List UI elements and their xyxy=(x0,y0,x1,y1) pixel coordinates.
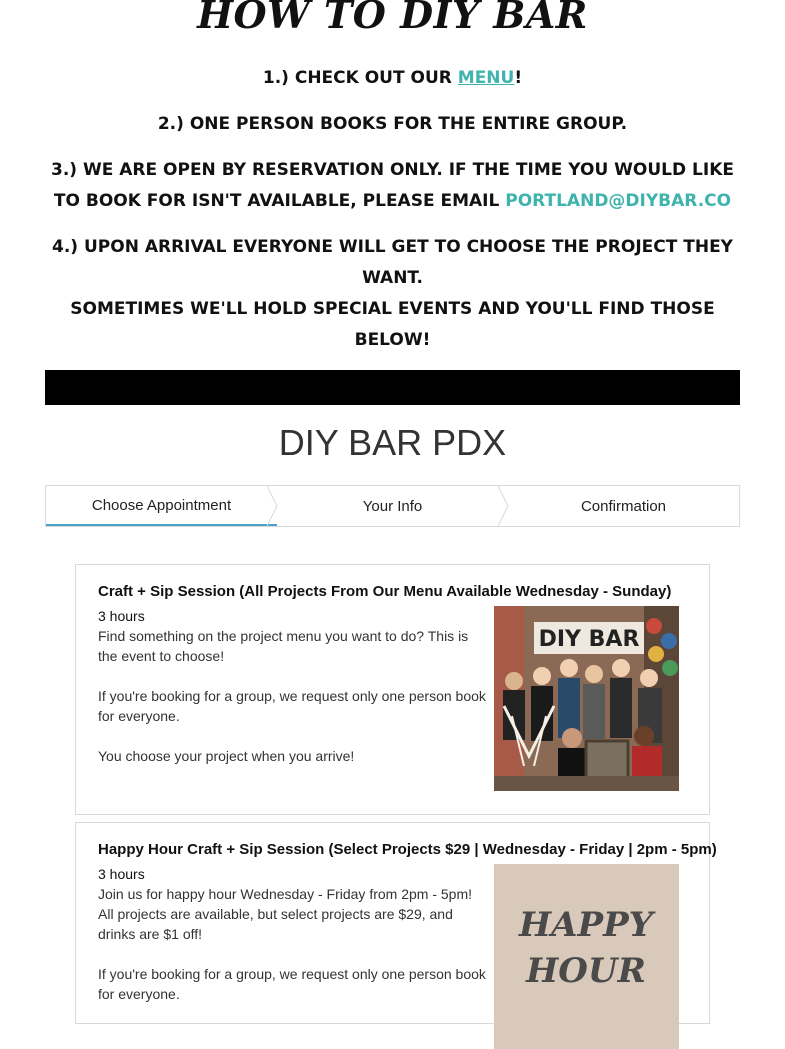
happy-hour-graphic xyxy=(494,864,679,1049)
tab-label: Choose Appointment xyxy=(91,496,232,514)
appointment-description xyxy=(98,884,490,1024)
booking-steps xyxy=(45,485,740,527)
chevron-divider-icon xyxy=(498,486,518,526)
description-paragraph: You choose your project when you arrive! xyxy=(98,748,355,764)
business-name: DIY BAR PDX xyxy=(278,422,507,463)
tab-label: Your Info xyxy=(362,497,423,515)
description-paragraph: Find something on the project menu you want to do? This is the event to choose! xyxy=(98,628,469,664)
scheduler-header-bar xyxy=(45,370,740,405)
step-3-text: 3.) WE ARE OPEN BY RESERVATION ONLY. IF THE TIME YOU WOULD LIKE TO BOOK FOR ISN'T AVAILABLE, PLEASE EMAIL xyxy=(51,160,734,211)
description-paragraph: Join us for happy hour Wednesday - Friday from 2pm - 5pm! All projects are available, but select projects are $29, and drinks are $1 off! xyxy=(98,886,473,942)
menu-link[interactable]: MENU xyxy=(457,68,515,88)
step-3 xyxy=(40,155,745,217)
page-title: HOW TO DIY BAR xyxy=(197,0,588,37)
appointment-card[interactable] xyxy=(75,564,710,815)
step-1-suffix: ! xyxy=(514,68,523,88)
graphic-text: HOUR xyxy=(526,951,646,991)
email-link[interactable]: PORTLAND@DIYBAR.CO xyxy=(505,191,732,211)
tab-label: Confirmation xyxy=(580,497,667,515)
appointment-description xyxy=(98,626,490,786)
appointment-title[interactable]: Happy Hour Craft + Sip Session (Select Projects $29 | Wednesday - Friday | 2pm - 5pm) xyxy=(98,841,717,858)
tab-choose-appointment[interactable] xyxy=(46,486,277,526)
special-events-note: SOMETIMES WE'LL HOLD SPECIAL EVENTS AND YOU'LL FIND THOSE BELOW! xyxy=(70,299,715,350)
tab-confirmation[interactable] xyxy=(508,486,739,526)
appointment-duration: 3 hours xyxy=(98,866,145,882)
tab-your-info[interactable] xyxy=(277,486,508,526)
sign-text: DIY BAR xyxy=(538,627,640,652)
description-paragraph: If you're booking for a group, we request only one person book for everyone. xyxy=(98,966,486,1002)
group-photo xyxy=(494,606,679,791)
appointment-duration: 3 hours xyxy=(98,608,145,624)
graphic-text: HAPPY xyxy=(519,905,653,945)
step-1-text: 1.) CHECK OUT OUR xyxy=(262,68,458,88)
description-paragraph: If you're booking for a group, we request only one person book for everyone. xyxy=(98,688,486,724)
step-2: 2.) ONE PERSON BOOKS FOR THE ENTIRE GROUP. xyxy=(157,114,628,134)
appointment-title[interactable]: Craft + Sip Session (All Projects From Our Menu Available Wednesday - Sunday) xyxy=(98,583,672,600)
step-4: 4.) UPON ARRIVAL EVERYONE WILL GET TO CHOOSE THE PROJECT THEY WANT. xyxy=(52,237,733,288)
chevron-divider-icon xyxy=(267,486,287,526)
appointment-card[interactable] xyxy=(75,822,717,1024)
step-1 xyxy=(40,63,745,94)
